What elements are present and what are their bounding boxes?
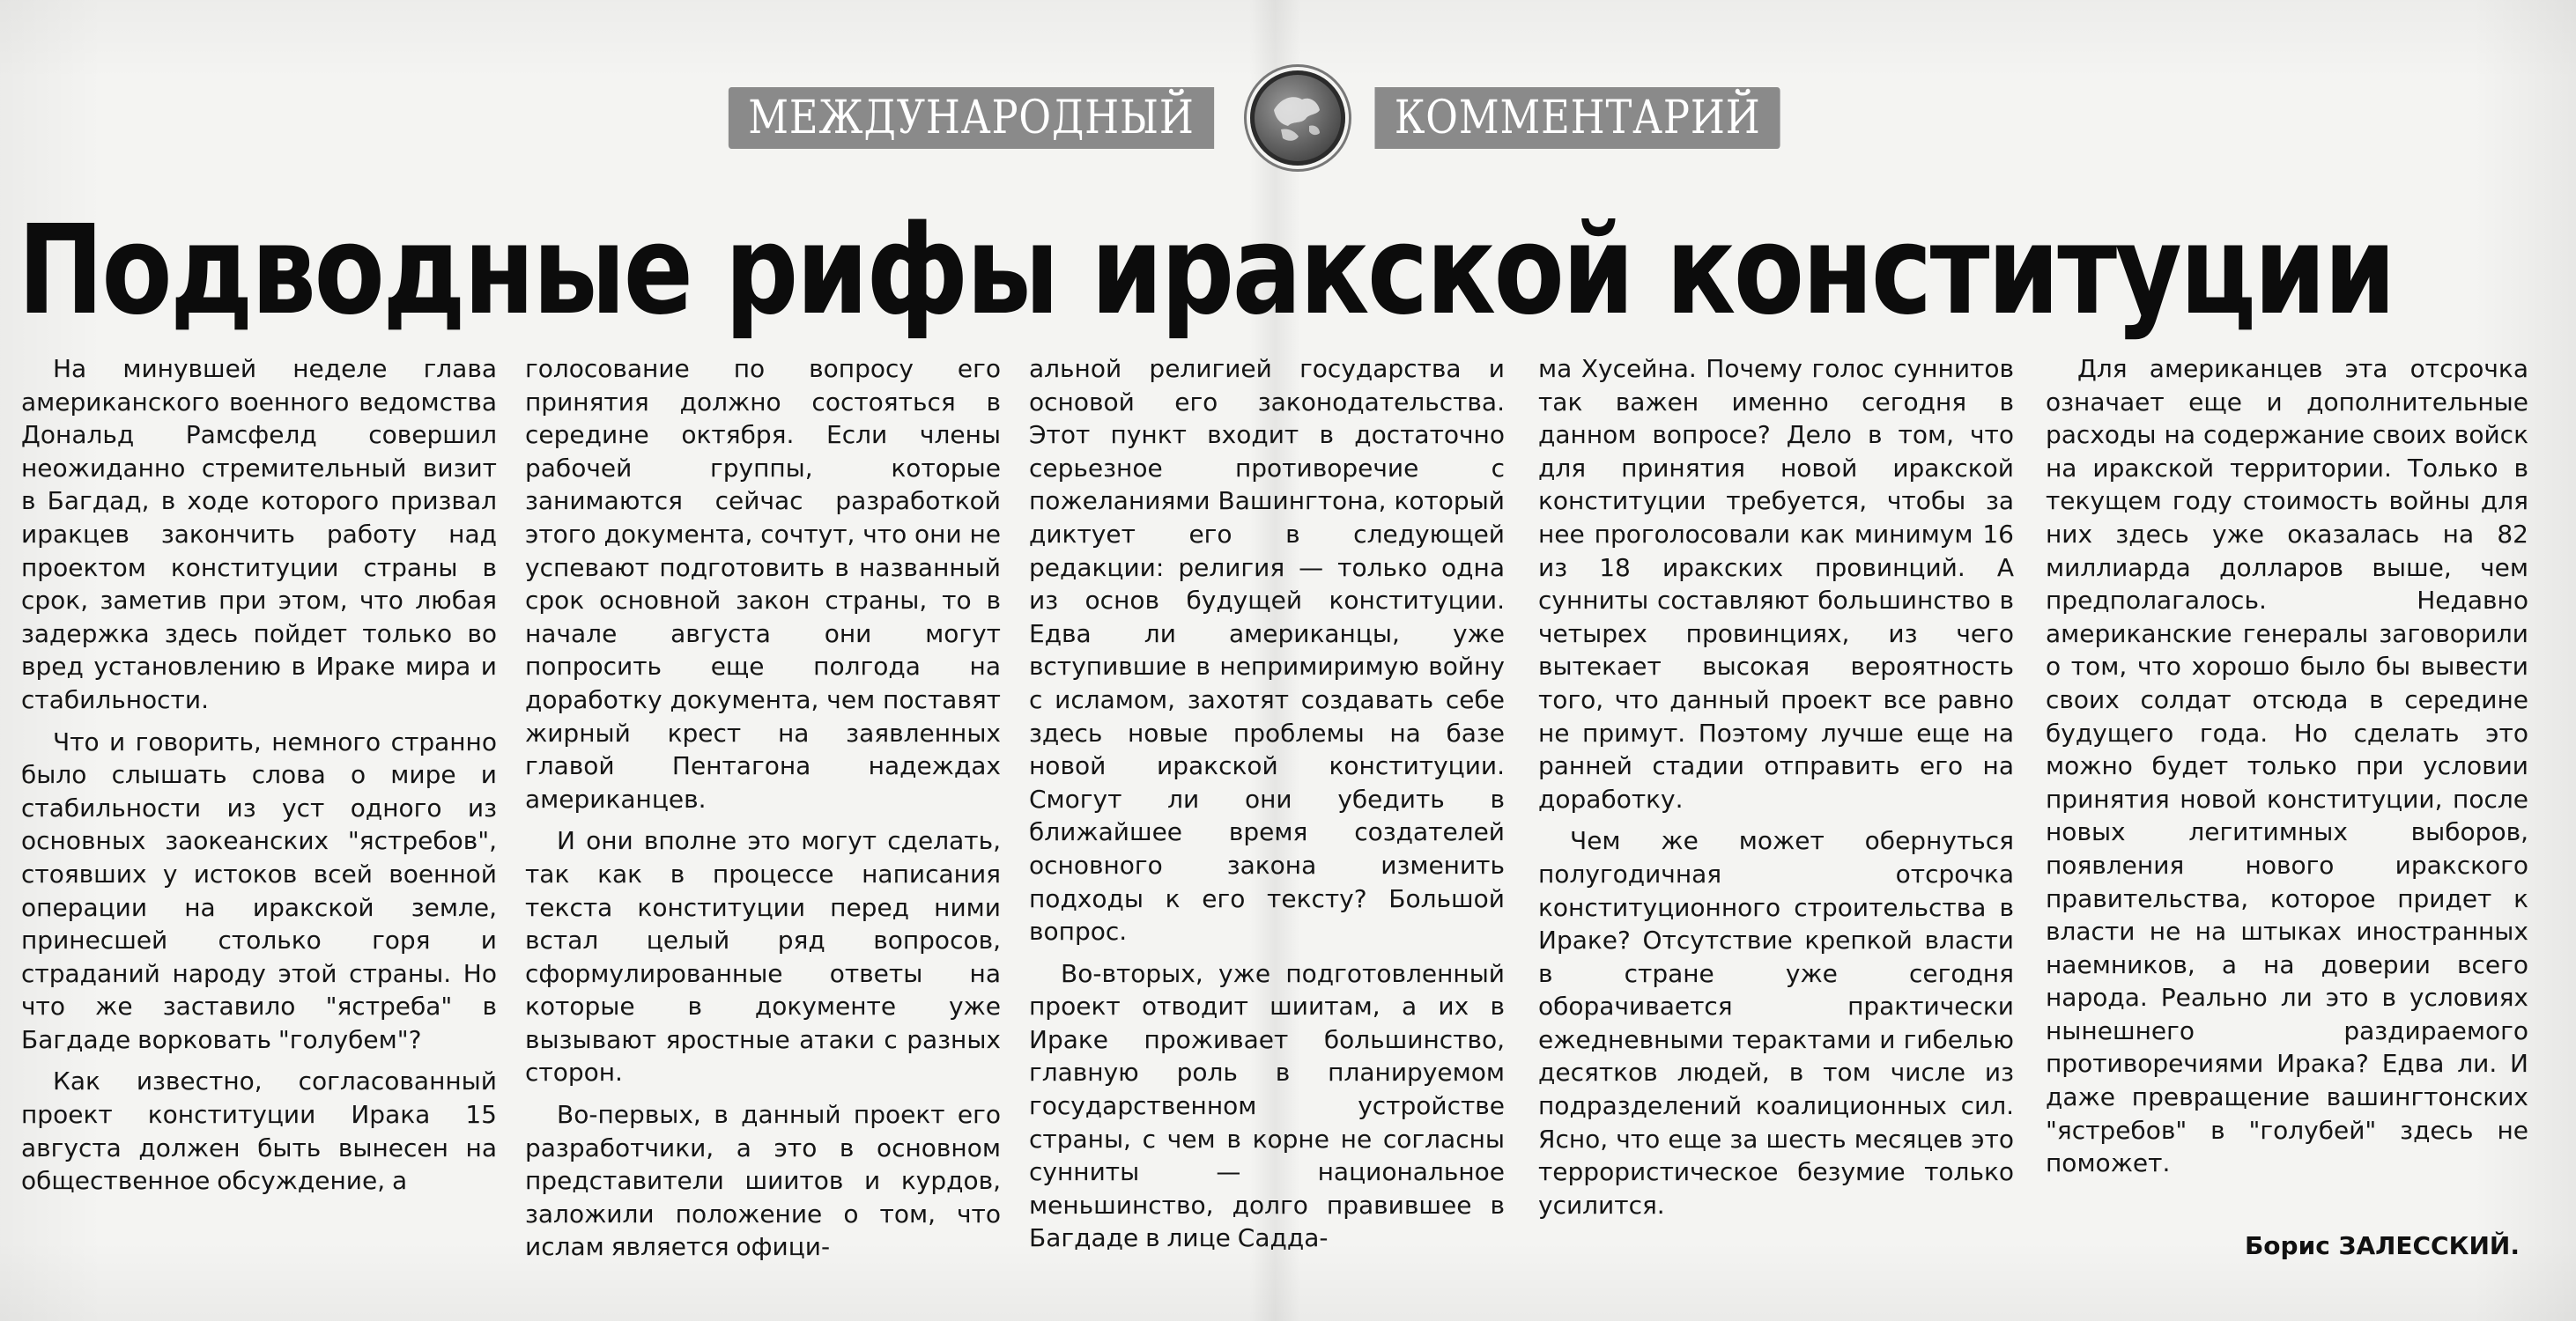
paragraph: Как известно, согласованный проект конституции Ирака 15 августа должен быть вынесен на общественное обсуждение, а <box>21 1066 497 1196</box>
paragraph: И они вполне это могут сделать, так как в процессе написания текста конституции перед ними встал целый ряд вопросов, сформулированные ответы на которые в документе уже вызывают яростные атаки с разных сторон. <box>525 826 1001 1088</box>
article-column-3 <box>1029 352 1505 1268</box>
article-column-4 <box>1538 352 2014 1268</box>
article-column-2 <box>525 352 1001 1268</box>
paragraph: Для американцев эта отсрочка означает еще и дополнительные расходы на содержание своих войск на иракской территории. Только в текущем году стоимость войны для них здесь уже оказалась на 82 миллиарда долларов выше, чем предполагалось. Недавно американские генералы заговорили о том, что хорошо было бы вывести своих солдат отсюда в середине будущего года. Но сделать это можно будет только при условии принятия новой конституции, после новых легитимных выборов, появления нового иракского правительства, которое придет к власти не на штыках иностранных наемников, а на доверии всего народа. Реально ли это в условиях нынешнего раздираемого противоречиями Ирака? Едва ли. И даже превращение вашингтонских "ястребов" в "голубей" здесь не поможет. <box>2046 354 2528 1178</box>
section-rubric <box>748 77 1761 159</box>
author-signature: Борис ЗАЛЕССКИЙ. <box>2244 1231 2520 1260</box>
globe-icon <box>1250 70 1345 166</box>
paragraph: Чем же может обернуться полугодичная отсрочка конституционного строительства в Ираке? Отсутствие крепкой власти в стране уже сегодня оборачивается практически ежедневными терактами и гибелью десятков людей, в том числе из подразделений коалиционных сил. Ясно, что еще за шесть месяцев это террористическое безумие только усилится. <box>1538 826 2014 1220</box>
rubric-left-label: МЕЖДУНАРОДНЫЙ <box>729 87 1214 149</box>
paragraph: ма Хусейна. Почему голос суннитов так важен именно сегодня в данном вопросе? Дело в том, что для принятия новой иракской конституции требуется, чтобы за нее проголосовали как минимум 16 из 18 иракских провинций. А сунниты составляют большинство в четырех провинциях, из чего вытекает высокая вероятность того, что данный проект все равно не примут. Поэтому лучше еще на ранней стадии отправить его на доработку. <box>1538 354 2014 814</box>
paragraph: альной религией государства и основой его законодательства. Этот пункт входит в достаточно серьезное противоречие с пожеланиями Вашингтона, который диктует его в следующей редакции: религия — только одна из основ будущей конституции. Едва ли американцы, уже вступившие в непримиримую войну с исламом, захотят создавать себе здесь новые проблемы на базе новой иракской конституции. Смогут ли они убедить в ближайшее время создателей основного закона изменить подходы к его тексту? Большой вопрос. <box>1029 354 1505 947</box>
article-column-1 <box>21 352 497 1268</box>
paragraph: Что и говорить, немного странно было слышать слова о мире и стабильности из уст одного из основных заокеанских "ястребов", стоявших у истоков всей военной операции на иракской земле, принесшей столько горя и страданий народу этой страны. Но что же заставило "ястреба" в Багдаде ворковать "голубем"? <box>21 727 497 1054</box>
article-column-5 <box>2046 352 2528 1268</box>
paragraph: На минувшей неделе глава американского военного ведомства Дональд Рамсфелд совершил неожиданно стремительный визит в Багдад, в ходе которого призвал иракцев закончить работу над проектом конституции страны в срок, заметив при этом, что любая задержка здесь пойдет только во вред установлению в Ираке мира и стабильности. <box>21 354 497 714</box>
rubric-right-label: КОММЕНТАРИЙ <box>1374 87 1780 149</box>
article-headline: Подводные рифы иракской конституции <box>18 199 2395 343</box>
paragraph: голосование по вопросу его принятия должно состояться в середине октября. Если члены рабочей группы, которые занимаются сейчас разработкой этого документа, сочтут, что они не успевают подготовить в названный срок основной закон страны, то в начале августа они могут попросить еще полгода на доработку документа, чем поставят жирный крест на заявленных главой Пентагона надеждах американцев. <box>525 354 1001 814</box>
paragraph: Во-первых, в данный проект его разработчики, а это в основном представители шиитов и курдов, заложили положение о том, что ислам является офици- <box>525 1100 1001 1262</box>
paragraph: Во-вторых, уже подготовленный проект отводит шиитам, а их в Ираке проживает большинство, главную роль в планируемом государственном устройстве страны, с чем в корне не согласны сунниты — национальное меньшинство, долго правившее в Багдаде в лице Садда- <box>1029 958 1505 1253</box>
